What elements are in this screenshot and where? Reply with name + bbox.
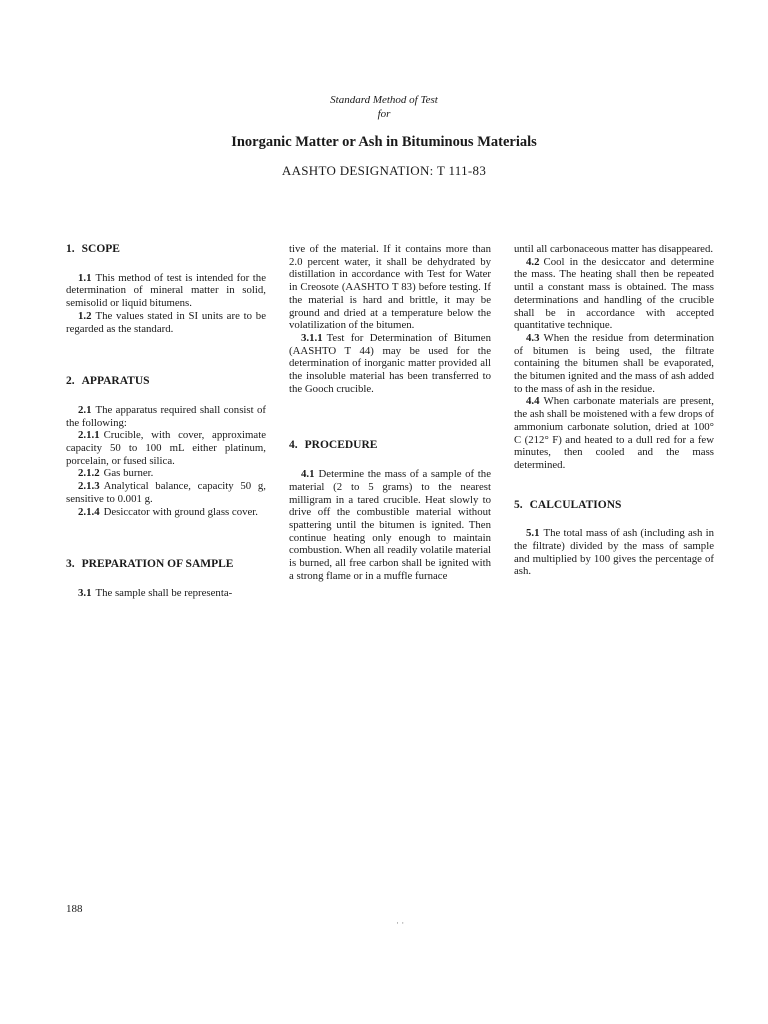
column-1 bbox=[66, 243, 266, 600]
footer-mark: · · bbox=[396, 918, 405, 928]
paragraph-5-1: 5.1 The total mass of ash (including ash in the filtrate) divided by the mass of sample and multiplied by 100 gives the percentage of ash. bbox=[514, 527, 714, 578]
paragraph-4-2: 4.2 Cool in the desiccator and determine the mass. The heating shall then be repeated until a constant mass is obtained. The mass determinations and handling of the crucible shall be in accordance with accepted quantitative technique. bbox=[514, 255, 714, 332]
paragraph-2-1-2: 2.1.2 Gas burner. bbox=[78, 467, 154, 480]
paragraph-4-4: 4.4 When carbonate materials are present, the ash shall be moistened with a few drops of ammonium carbonate solution, dried at 100° C (212° F) and heated to a dull red for a few minutes, then cooled and the mass determined. bbox=[514, 395, 714, 471]
section-heading-scope: 1. SCOPE bbox=[66, 243, 120, 255]
column-3 bbox=[514, 243, 714, 578]
paragraph-2-1-1: 2.1.1 Crucible, with cover, approximate capacity 50 to 100 mL either platinum, porcelain, or fused silica. bbox=[66, 429, 266, 467]
paragraph-3-1-start: 3.1 The sample shall be representa- bbox=[78, 586, 233, 599]
section-heading-apparatus: 2. APPARATUS bbox=[66, 375, 150, 388]
column-2 bbox=[289, 243, 491, 582]
paragraph-2-1: 2.1 The apparatus required shall consist of the following: bbox=[66, 403, 266, 429]
standard-line-2: for bbox=[377, 108, 391, 120]
page-number: 188 bbox=[66, 903, 83, 915]
standard-method-label bbox=[0, 93, 768, 121]
section-heading-preparation: 3. PREPARATION OF SAMPLE bbox=[66, 558, 234, 571]
section-heading-calculations: 5. CALCULATIONS bbox=[514, 498, 622, 511]
paragraph-4-3: 4.3 When the residue from determination of bitumen is being used, the filtrate containing the bitumen shall be evaporated, the bitumen ignited and the mass of ash added to the mass of ash in the residue. bbox=[514, 331, 714, 395]
paragraph-1-2: 1.2 The values stated in SI units are to be regarded as the standard. bbox=[66, 309, 266, 335]
paragraph-2-1-3: 2.1.3 Analytical balance, capacity 50 g, sensitive to 0.001 g. bbox=[66, 480, 266, 505]
paragraph-3-1-continued: tive of the material. If it contains more than 2.0 percent water, it shall be dehydrated by distillation in accordance with Test for Water in Creosote (AASHTO T 83) before testing. If the material is hard and brittle, it may be ground and dried at a temperature below the volatilization of the bitumen. bbox=[289, 243, 491, 332]
section-heading-procedure: 4. PROCEDURE bbox=[289, 439, 378, 452]
aashto-designation: AASHTO DESIGNATION: T 111-83 bbox=[281, 163, 487, 178]
paragraph-2-1-4: 2.1.4 Desiccator with ground glass cover. bbox=[78, 505, 259, 518]
document-title: Inorganic Matter or Ash in Bituminous Materials bbox=[231, 134, 537, 150]
paragraph-4-1-continued: until all carbonaceous matter has disappeared. bbox=[514, 243, 714, 255]
standard-line-1: Standard Method of Test bbox=[330, 94, 438, 106]
paragraph-4-1-start: 4.1 Determine the mass of a sample of the material (2 to 5 grams) to the nearest milligram in a tared crucible. Heat slowly to drive off the combustible material without spattering until the bitumen is ignited. Then continue heating only enough to maintain combustion. When all readily volatile material is burned, all free carbon shall be ignited with a strong flame or in a muffle furnace bbox=[289, 468, 491, 582]
paragraph-3-1-1: 3.1.1 Test for Determination of Bitumen (AASHTO T 44) may be used for the determination of inorganic matter provided all the insoluble material has been transferred to the Gooch crucible. bbox=[289, 331, 491, 395]
paragraph-1-1: 1.1 This method of test is intended for the determination of mineral matter in solid, semisolid or liquid bitumens. bbox=[66, 271, 266, 310]
